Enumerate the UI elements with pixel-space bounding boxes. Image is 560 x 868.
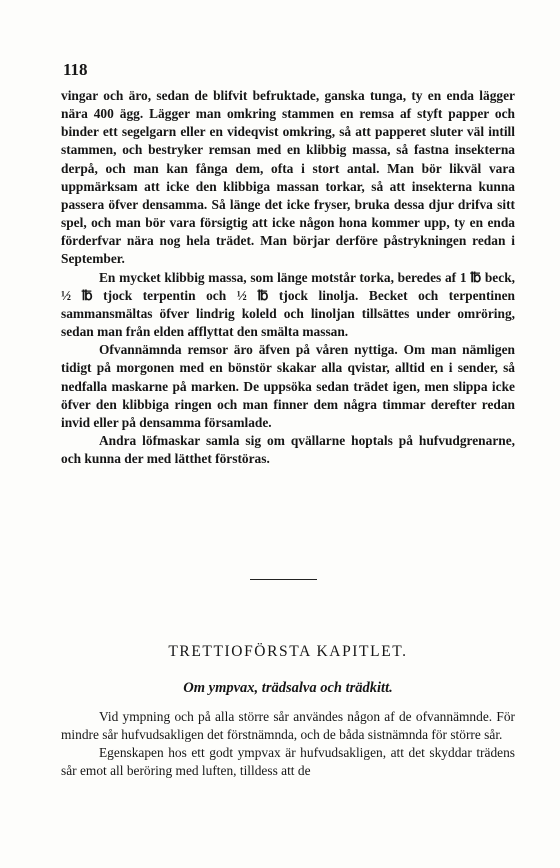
- section-divider: [250, 579, 317, 580]
- body-text: [61, 87, 515, 468]
- chapter-text: [61, 708, 515, 781]
- paragraph: Vid ympning och på alla större sår användes någon af de ofvannämnde. För mindre sår hufvudsakligen det förstnämnda, och de båda sistnämnda för större sår.: [61, 709, 515, 743]
- page-number: 118: [63, 60, 88, 79]
- chapter-title: TRETTIOFÖRSTA KAPITLET.: [168, 643, 408, 660]
- paragraph: vingar och äro, sedan de blifvit befruktade, ganska tunga, ty en enda lägger nära 400 ägg. Lägger man omkring stammen en remsa af styft papper och binder ett segelgarn eller en videqvist omkring, så att papperet sluter väl intill stammen, och bestryker remsan med en klibbig massa, så fastna insekterna derpå, och man kan fånga dem, ofta i stort antal. Man bör likväl vara uppmärksam att icke den klibbiga massan torkar, så att insekterna kunna passera öfver densamma. Så länge det icke fryser, bruka dessa djur drifva sitt spel, och man bör vara försigtig att icke någon hona kommer upp, ty en enda förderfvar nära nog hela trädet. Man börjar derföre påstrykningen redan i September.: [61, 88, 515, 267]
- chapter-subtitle: Om ympvax, trädsalva och trädkitt.: [183, 680, 393, 696]
- paragraph: Andra löfmaskar samla sig om qvällarne hoptals på hufvudgrenarne, och kunna der med lätthet förstöras.: [61, 432, 515, 467]
- paragraph: Egenskapen hos ett godt ympvax är hufvudsakligen, att det skyddar trädens sår emot all beröring med luften, tilldess att de: [61, 745, 515, 779]
- paragraph: En mycket klibbig massa, som länge motstår torka, beredes af 1 ℔ beck, ½ ℔ tjock terpentin och ½ ℔ tjock linolja. Becket och terpentinen sammansmältas öfver lindrig koleld och linoljan tillsättes under omröring, sedan man från elden afflyttat den smälta massan.: [61, 269, 515, 340]
- paragraph: Ofvannämnda remsor äro äfven på våren nyttiga. Om man nämligen tidigt på morgonen med en bönstör skakar alla qvistar, alltid en i sender, så nedfalla maskarne på marken. De uppsöka sedan trädet igen, men slippa icke öfver den klibbiga ringen och man finner dem några timmar derefter redan invid eller på densamma församlade.: [61, 342, 515, 430]
